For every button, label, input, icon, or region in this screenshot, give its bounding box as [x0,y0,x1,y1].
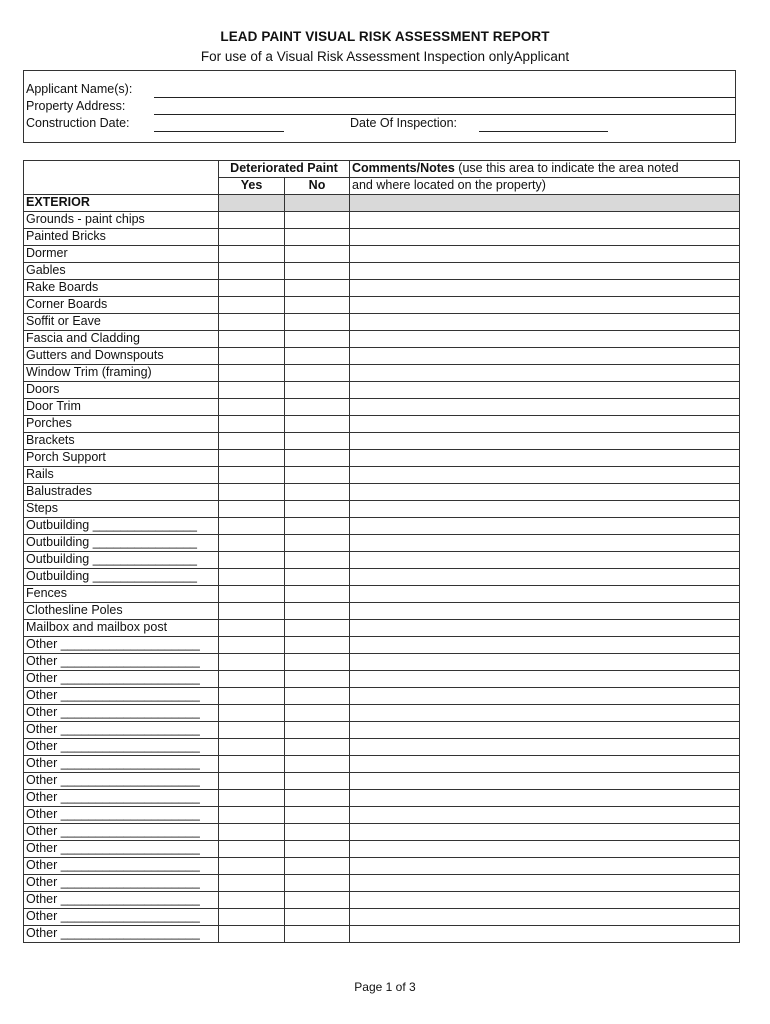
comments-cell[interactable] [350,263,740,280]
table-row [24,858,740,875]
table-row [24,773,740,790]
section-row-exterior [24,195,740,212]
yes-header: Yes [219,178,285,195]
page-number: Page 1 of 3 [354,980,416,994]
no-checkbox-cell[interactable] [285,671,350,688]
item-label: Other ____________________ [24,858,219,875]
no-checkbox-cell[interactable] [285,263,350,280]
table-row [24,518,740,535]
yes-checkbox-cell[interactable] [219,484,285,501]
section-no-cell [285,195,350,212]
comments-cell[interactable] [350,756,740,773]
item-label: Porch Support [24,450,219,467]
item-label: Dormer [24,246,219,263]
no-checkbox-cell[interactable] [285,569,350,586]
item-label: Rake Boards [24,280,219,297]
table-row [24,926,740,943]
no-checkbox-cell[interactable] [285,280,350,297]
yes-checkbox-cell[interactable] [219,263,285,280]
property-address-label: Property Address: [26,99,126,113]
item-label: Other ____________________ [24,807,219,824]
yes-checkbox-cell[interactable] [219,246,285,263]
comments-cell[interactable] [350,501,740,518]
table-row [24,467,740,484]
comments-cell[interactable] [350,892,740,909]
yes-checkbox-cell[interactable] [219,688,285,705]
yes-checkbox-cell[interactable] [219,637,285,654]
section-label-exterior: EXTERIOR [24,195,219,212]
item-label: Other ____________________ [24,722,219,739]
yes-checkbox-cell[interactable] [219,450,285,467]
comments-cell[interactable] [350,433,740,450]
no-checkbox-cell[interactable] [285,603,350,620]
table-row [24,399,740,416]
yes-checkbox-cell[interactable] [219,603,285,620]
no-checkbox-cell[interactable] [285,620,350,637]
table-row [24,246,740,263]
no-checkbox-cell[interactable] [285,484,350,501]
table-row [24,841,740,858]
no-checkbox-cell[interactable] [285,926,350,943]
yes-checkbox-cell[interactable] [219,739,285,756]
table-row [24,892,740,909]
yes-checkbox-cell[interactable] [219,552,285,569]
no-checkbox-cell[interactable] [285,467,350,484]
blank-header-cell [24,161,219,195]
yes-checkbox-cell[interactable] [219,756,285,773]
table-row [24,501,740,518]
no-checkbox-cell[interactable] [285,229,350,246]
section-comments-cell [350,195,740,212]
item-label: Other ____________________ [24,688,219,705]
no-checkbox-cell[interactable] [285,348,350,365]
item-label: Outbuilding _______________ [24,569,219,586]
no-checkbox-cell[interactable] [285,552,350,569]
comments-cell[interactable] [350,620,740,637]
no-checkbox-cell[interactable] [285,365,350,382]
no-checkbox-cell[interactable] [285,416,350,433]
item-label: Grounds - paint chips [24,212,219,229]
no-checkbox-cell[interactable] [285,841,350,858]
table-row [24,416,740,433]
item-label: Window Trim (framing) [24,365,219,382]
item-label: Other ____________________ [24,824,219,841]
table-row [24,331,740,348]
item-label: Other ____________________ [24,875,219,892]
comments-cell[interactable] [350,331,740,348]
comments-cell[interactable] [350,518,740,535]
table-row [24,790,740,807]
table-row [24,569,740,586]
item-label: Rails [24,467,219,484]
item-label: Other ____________________ [24,671,219,688]
comments-cell[interactable] [350,212,740,229]
yes-checkbox-cell[interactable] [219,348,285,365]
comments-cell[interactable] [350,552,740,569]
item-label: Other ____________________ [24,909,219,926]
no-checkbox-cell[interactable] [285,212,350,229]
item-label: Outbuilding _______________ [24,552,219,569]
table-row [24,212,740,229]
table-row [24,433,740,450]
item-label: Other ____________________ [24,841,219,858]
table-row [24,722,740,739]
yes-checkbox-cell[interactable] [219,620,285,637]
comments-cell[interactable] [350,654,740,671]
yes-checkbox-cell[interactable] [219,229,285,246]
comments-cell[interactable] [350,348,740,365]
no-checkbox-cell[interactable] [285,586,350,603]
comments-cell[interactable] [350,297,740,314]
comments-cell[interactable] [350,314,740,331]
inspection-date-label: Date Of Inspection: [350,116,458,130]
yes-checkbox-cell[interactable] [219,518,285,535]
yes-checkbox-cell[interactable] [219,722,285,739]
item-label: Fascia and Cladding [24,331,219,348]
no-checkbox-cell[interactable] [285,756,350,773]
item-label: Porches [24,416,219,433]
no-checkbox-cell[interactable] [285,705,350,722]
comments-cell[interactable] [350,688,740,705]
comments-header-note: (use this area to indicate the area noted [454,161,679,175]
no-checkbox-cell[interactable] [285,807,350,824]
comments-cell[interactable] [350,926,740,943]
yes-checkbox-cell[interactable] [219,790,285,807]
item-label: Doors [24,382,219,399]
table-row [24,348,740,365]
comments-header [350,161,740,178]
table-row [24,688,740,705]
no-checkbox-cell[interactable] [285,297,350,314]
no-checkbox-cell[interactable] [285,450,350,467]
no-header: No [285,178,350,195]
comments-cell[interactable] [350,382,740,399]
item-label: Other ____________________ [24,773,219,790]
table-header-row-1 [24,161,740,178]
comments-cell[interactable] [350,773,740,790]
yes-checkbox-cell[interactable] [219,824,285,841]
yes-checkbox-cell[interactable] [219,331,285,348]
table-row [24,450,740,467]
table-row [24,739,740,756]
no-checkbox-cell[interactable] [285,246,350,263]
no-checkbox-cell[interactable] [285,382,350,399]
item-label: Soffit or Eave [24,314,219,331]
comments-header-line2: and where located on the property) [350,178,740,195]
item-label: Outbuilding _______________ [24,518,219,535]
no-checkbox-cell[interactable] [285,858,350,875]
yes-checkbox-cell[interactable] [219,212,285,229]
table-row [24,620,740,637]
yes-checkbox-cell[interactable] [219,399,285,416]
no-checkbox-cell[interactable] [285,535,350,552]
no-checkbox-cell[interactable] [285,722,350,739]
yes-checkbox-cell[interactable] [219,909,285,926]
yes-checkbox-cell[interactable] [219,280,285,297]
item-label: Fences [24,586,219,603]
item-label: Other ____________________ [24,892,219,909]
no-checkbox-cell[interactable] [285,433,350,450]
comments-cell[interactable] [350,909,740,926]
item-label: Gutters and Downspouts [24,348,219,365]
yes-checkbox-cell[interactable] [219,705,285,722]
item-label: Other ____________________ [24,756,219,773]
comments-cell[interactable] [350,875,740,892]
item-label: Other ____________________ [24,790,219,807]
table-row [24,280,740,297]
yes-checkbox-cell[interactable] [219,841,285,858]
yes-checkbox-cell[interactable] [219,365,285,382]
comments-cell[interactable] [350,603,740,620]
report-title: LEAD PAINT VISUAL RISK ASSESSMENT REPORT [220,29,550,44]
yes-checkbox-cell[interactable] [219,858,285,875]
item-label: Corner Boards [24,297,219,314]
construction-date-field[interactable] [154,131,284,132]
comments-cell[interactable] [350,807,740,824]
no-checkbox-cell[interactable] [285,399,350,416]
table-row [24,552,740,569]
table-row [24,637,740,654]
table-row [24,824,740,841]
no-checkbox-cell[interactable] [285,824,350,841]
item-label: Other ____________________ [24,926,219,943]
comments-cell[interactable] [350,416,740,433]
yes-checkbox-cell[interactable] [219,297,285,314]
table-row [24,807,740,824]
applicant-name-label: Applicant Name(s): [26,82,133,96]
table-row [24,705,740,722]
comments-cell[interactable] [350,722,740,739]
yes-checkbox-cell[interactable] [219,773,285,790]
item-label: Mailbox and mailbox post [24,620,219,637]
yes-checkbox-cell[interactable] [219,671,285,688]
yes-checkbox-cell[interactable] [219,501,285,518]
table-row [24,756,740,773]
comments-cell[interactable] [350,586,740,603]
table-row [24,586,740,603]
item-label: Clothesline Poles [24,603,219,620]
comments-cell[interactable] [350,365,740,382]
no-checkbox-cell[interactable] [285,518,350,535]
no-checkbox-cell[interactable] [285,892,350,909]
no-checkbox-cell[interactable] [285,501,350,518]
yes-checkbox-cell[interactable] [219,654,285,671]
no-checkbox-cell[interactable] [285,790,350,807]
yes-checkbox-cell[interactable] [219,467,285,484]
item-label: Brackets [24,433,219,450]
item-label: Balustrades [24,484,219,501]
item-label: Other ____________________ [24,739,219,756]
no-checkbox-cell[interactable] [285,654,350,671]
item-label: Other ____________________ [24,637,219,654]
item-label: Outbuilding _______________ [24,535,219,552]
no-checkbox-cell[interactable] [285,637,350,654]
comments-cell[interactable] [350,229,740,246]
table-row [24,263,740,280]
yes-checkbox-cell[interactable] [219,433,285,450]
comments-cell[interactable] [350,246,740,263]
yes-checkbox-cell[interactable] [219,382,285,399]
table-row [24,382,740,399]
table-row [24,314,740,331]
comments-cell[interactable] [350,450,740,467]
no-checkbox-cell[interactable] [285,875,350,892]
comments-cell[interactable] [350,484,740,501]
table-row [24,654,740,671]
yes-checkbox-cell[interactable] [219,892,285,909]
yes-checkbox-cell[interactable] [219,875,285,892]
comments-cell[interactable] [350,790,740,807]
comments-cell[interactable] [350,637,740,654]
yes-checkbox-cell[interactable] [219,416,285,433]
no-checkbox-cell[interactable] [285,773,350,790]
yes-checkbox-cell[interactable] [219,586,285,603]
comments-cell[interactable] [350,841,740,858]
construction-date-label: Construction Date: [26,116,130,130]
yes-checkbox-cell[interactable] [219,807,285,824]
comments-header-bold: Comments/Notes [352,161,455,175]
table-row [24,875,740,892]
item-label: Other ____________________ [24,654,219,671]
yes-checkbox-cell[interactable] [219,535,285,552]
applicant-info-box [23,70,736,143]
inspection-date-field[interactable] [479,131,608,132]
comments-cell[interactable] [350,399,740,416]
table-row [24,603,740,620]
yes-checkbox-cell[interactable] [219,569,285,586]
applicant-name-field[interactable] [154,97,736,98]
comments-cell[interactable] [350,705,740,722]
table-row [24,297,740,314]
item-label: Door Trim [24,399,219,416]
yes-checkbox-cell[interactable] [219,314,285,331]
item-label: Steps [24,501,219,518]
comments-cell[interactable] [350,280,740,297]
item-label: Other ____________________ [24,705,219,722]
no-checkbox-cell[interactable] [285,314,350,331]
no-checkbox-cell[interactable] [285,331,350,348]
comments-cell[interactable] [350,535,740,552]
no-checkbox-cell[interactable] [285,739,350,756]
yes-checkbox-cell[interactable] [219,926,285,943]
table-row [24,671,740,688]
comments-cell[interactable] [350,569,740,586]
property-address-field[interactable] [154,114,736,115]
table-row [24,365,740,382]
no-checkbox-cell[interactable] [285,688,350,705]
comments-cell[interactable] [350,858,740,875]
comments-cell[interactable] [350,739,740,756]
item-label: Painted Bricks [24,229,219,246]
table-row [24,535,740,552]
report-subtitle: For use of a Visual Risk Assessment Inspection onlyApplicant [200,49,570,64]
item-label: Gables [24,263,219,280]
comments-cell[interactable] [350,824,740,841]
assessment-table [23,160,740,943]
section-yes-cell [219,195,285,212]
comments-cell[interactable] [350,671,740,688]
comments-cell[interactable] [350,467,740,484]
deteriorated-paint-header: Deteriorated Paint [219,161,350,178]
table-row [24,229,740,246]
table-row [24,484,740,501]
table-row [24,909,740,926]
no-checkbox-cell[interactable] [285,909,350,926]
